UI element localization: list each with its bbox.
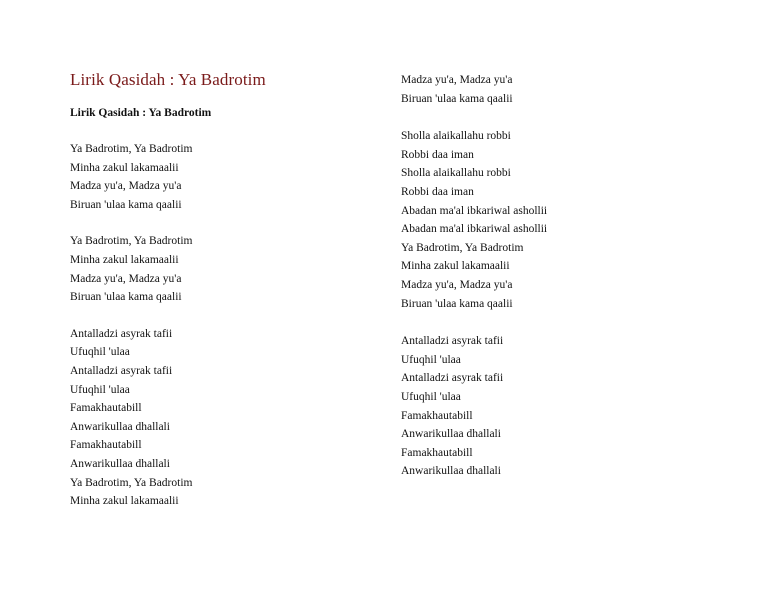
stanza-gap [401, 108, 741, 127]
lyric-line: Biruan 'ulaa kama qaalii [70, 291, 182, 304]
lyric-line: Sholla alaikallahu robbi [401, 167, 511, 180]
lyrics-stanza [70, 325, 370, 511]
lyric-line: Ya Badrotim, Ya Badrotim [70, 476, 193, 489]
lyric-line: Famakhautabill [70, 402, 142, 415]
lyric-line: Famakhautabill [70, 439, 142, 452]
lyric-line: Antalladzi asyrak tafii [70, 364, 173, 377]
lyric-line: Abadan ma'al ibkariwal ashollii [401, 223, 548, 236]
lyric-line: Famakhautabill [401, 409, 473, 422]
lyric-line: Ya Badrotim, Ya Badrotim [401, 241, 524, 254]
lyric-line: Anwarikullaa dhallali [70, 457, 170, 470]
stanza-gap [401, 313, 741, 332]
lyric-line: Robbi daa iman [401, 148, 474, 161]
lyric-line: Madza yu'a, Madza yu'a [401, 74, 513, 86]
page-title: Lirik Qasidah : Ya Badrotim [70, 70, 266, 89]
lyric-line: Antalladzi asyrak tafii [70, 327, 173, 340]
lyric-line: Ya Badrotim, Ya Badrotim [70, 143, 193, 155]
lyric-line: Anwarikullaa dhallali [401, 428, 501, 441]
lyric-line: Famakhautabill [401, 446, 473, 459]
stanza-gap [70, 214, 370, 232]
lyric-line: Minha zakul lakamaalii [70, 495, 179, 508]
lyric-line: Madza yu'a, Madza yu'a [70, 180, 182, 193]
lyric-line: Madza yu'a, Madza yu'a [70, 272, 182, 285]
lyrics-stanza [70, 232, 370, 306]
lyric-line: Sholla alaikallahu robbi [401, 130, 511, 143]
left-stanzas [70, 140, 370, 511]
right-column [401, 71, 741, 481]
lyric-line: Anwarikullaa dhallali [70, 420, 170, 433]
lyric-line: Abadan ma'al ibkariwal ashollii [401, 204, 548, 217]
lyric-line: Biruan 'ulaa kama qaalii [70, 198, 182, 211]
lyric-line: Antalladzi asyrak tafii [401, 372, 504, 385]
lyric-line: Biruan 'ulaa kama qaalii [401, 297, 513, 310]
lyric-line: Ya Badrotim, Ya Badrotim [70, 235, 193, 248]
lyrics-stanza [70, 140, 370, 214]
lyric-line: Minha zakul lakamaalii [70, 253, 179, 266]
lyric-line: Antalladzi asyrak tafii [401, 335, 504, 348]
lyric-line: Ufuqhil 'ulaa [70, 346, 130, 359]
lyric-line: Madza yu'a, Madza yu'a [401, 278, 513, 291]
lyric-line: Ufuqhil 'ulaa [401, 390, 461, 403]
lyrics-subtitle: Lirik Qasidah : Ya Badrotim [70, 107, 212, 119]
left-column [70, 68, 370, 511]
lyric-line: Minha zakul lakamaalii [70, 161, 179, 174]
lyrics-stanza [401, 332, 741, 481]
stanza-gap [70, 307, 370, 325]
lyric-line: Minha zakul lakamaalii [401, 260, 510, 273]
right-stanzas [401, 71, 741, 481]
lyric-line: Biruan 'ulaa kama qaalii [401, 92, 513, 105]
lyric-line: Robbi daa iman [401, 185, 474, 198]
lyric-line: Ufuqhil 'ulaa [70, 383, 130, 396]
lyric-line: Anwarikullaa dhallali [401, 465, 501, 478]
lyric-line: Ufuqhil 'ulaa [401, 353, 461, 366]
lyrics-stanza [401, 127, 741, 313]
lyrics-stanza [401, 71, 741, 108]
